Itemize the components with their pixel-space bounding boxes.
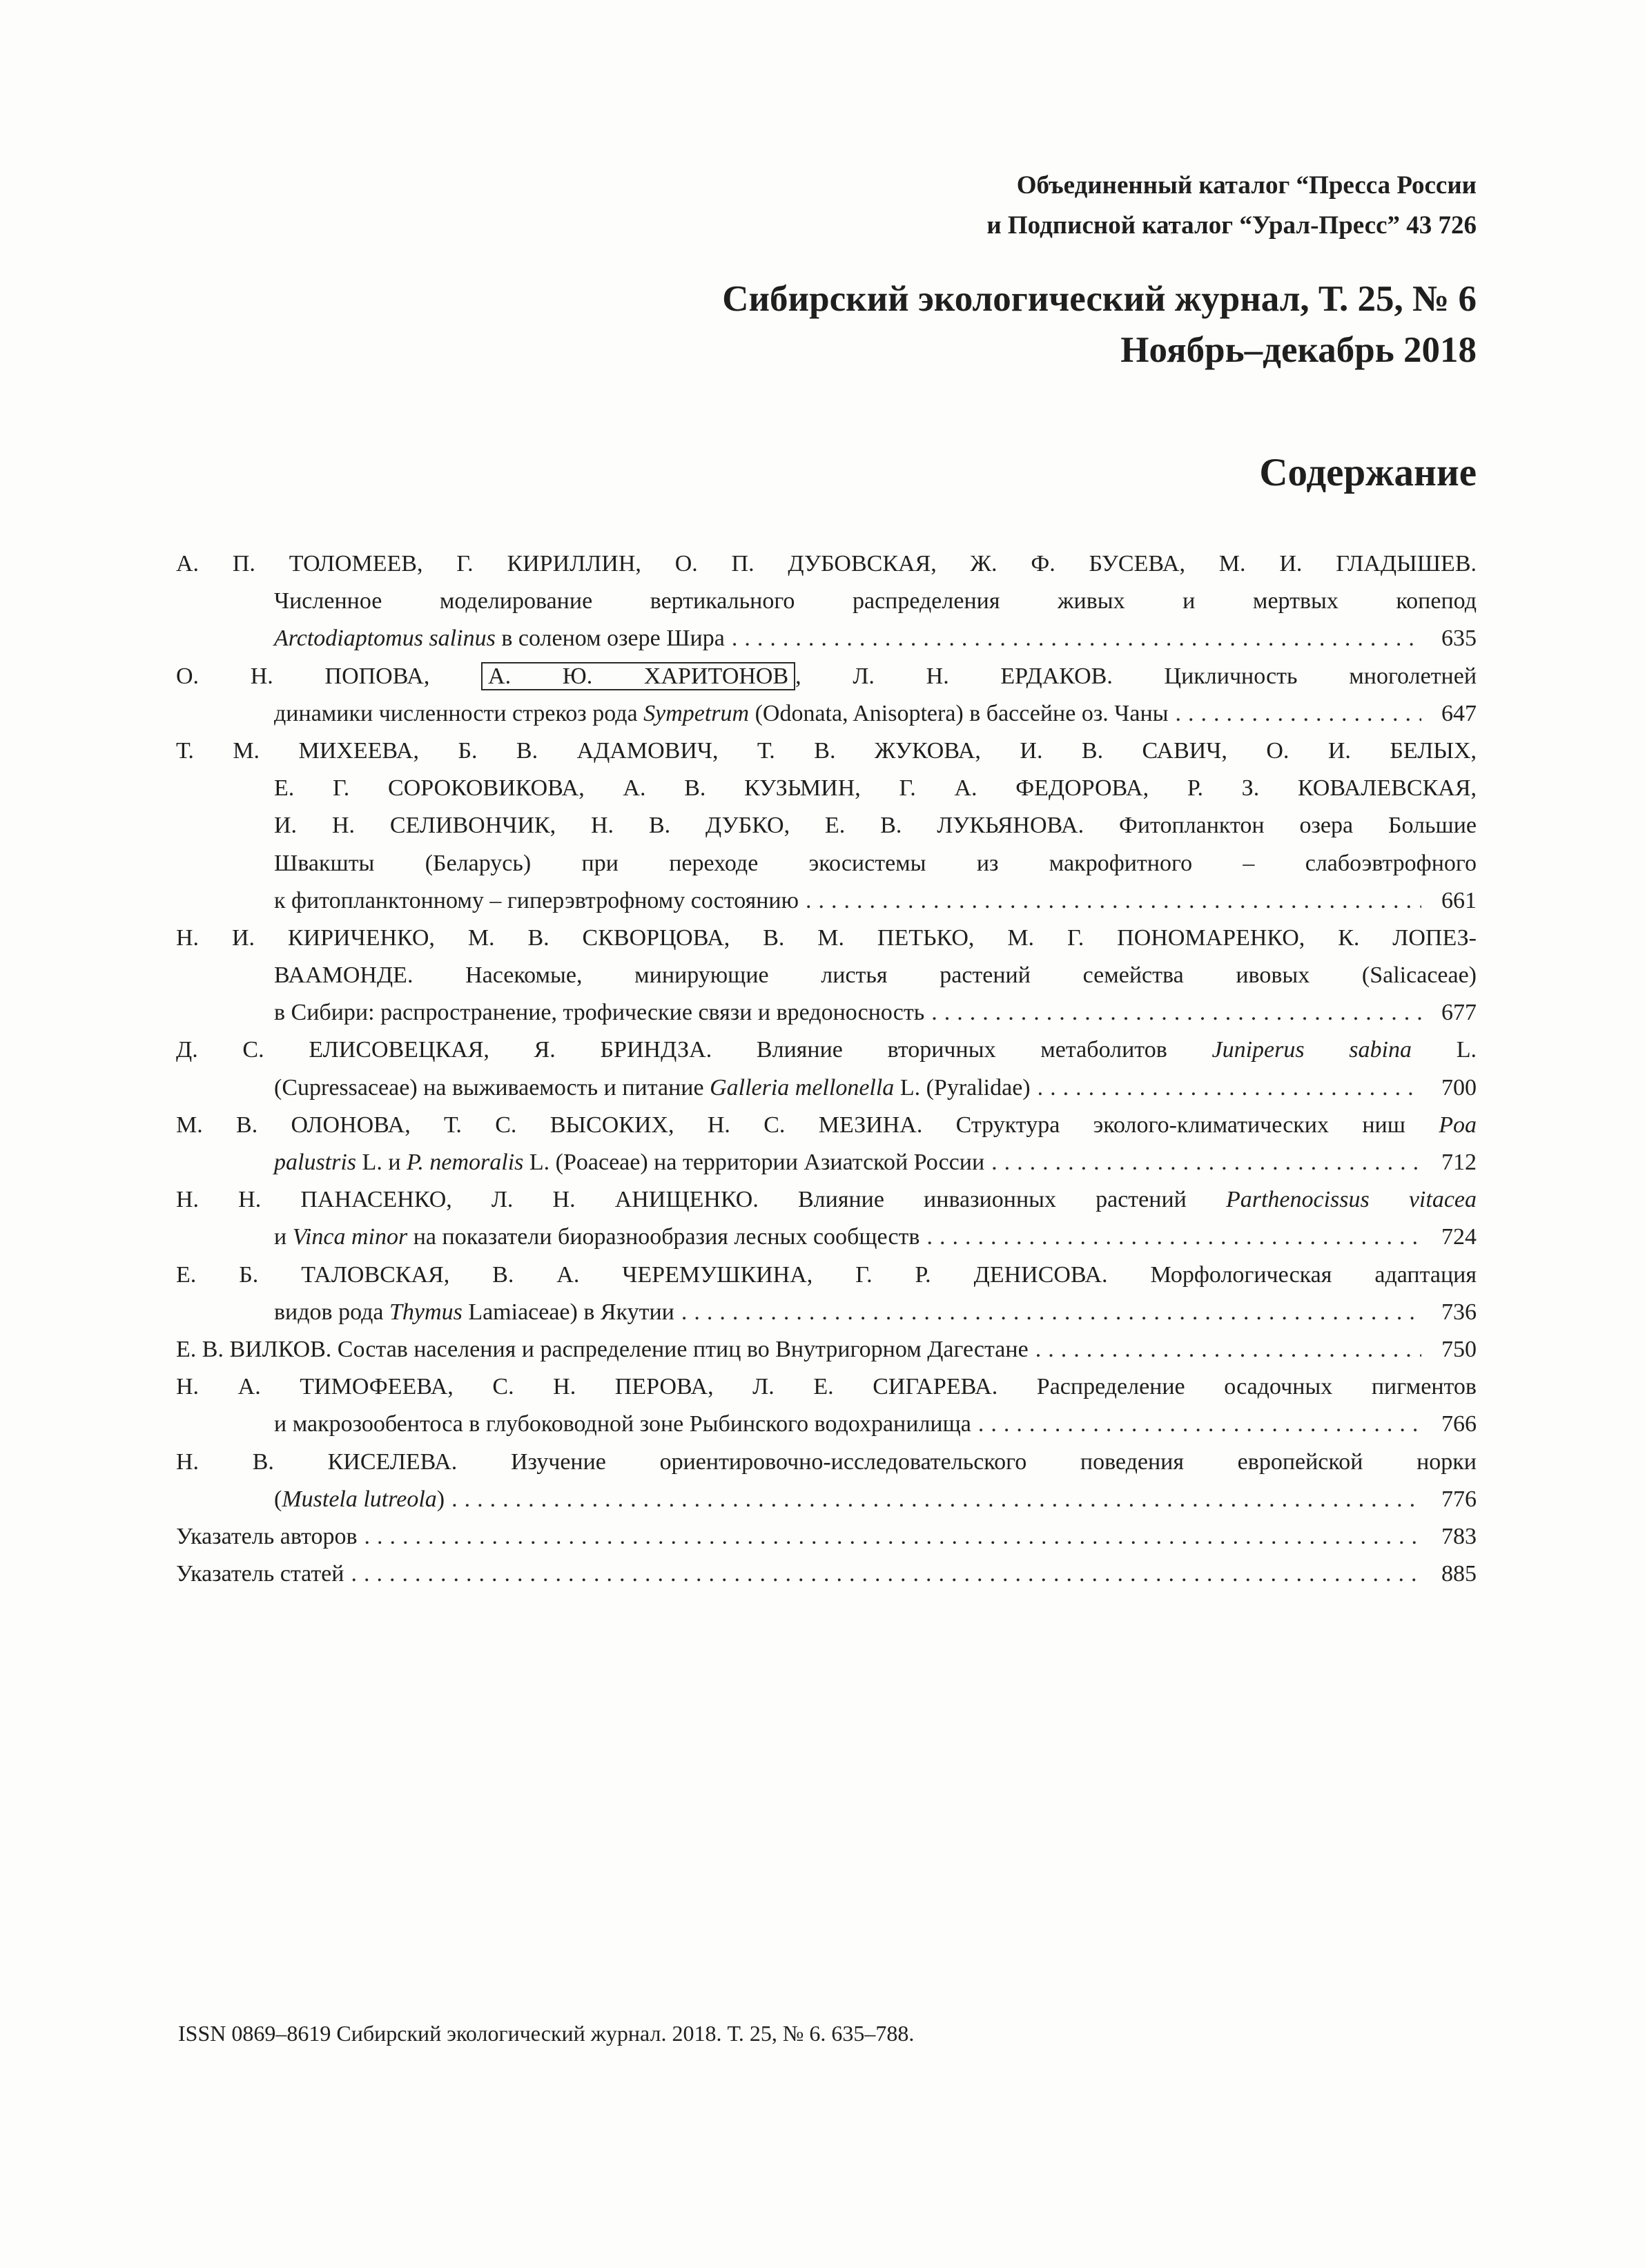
toc-entry-8-last: видов рода Thymus Lamiaceae) в Якутии ..... 736: [176, 1294, 1477, 1331]
toc-entry-6-authors: М. В. ОЛОНОВА, Т. С. ВЫСОКИХ, Н. С. МЕЗИНА. Структура эколого-климатических ниш Poa: [176, 1112, 1477, 1138]
page-number: 635: [1441, 626, 1477, 652]
toc-entry-3-authors-3: И. Н. СЕЛИВОНЧИК, Н. В. ДУБКО, Е. В. ЛУКЬЯНОВА. Фитопланктон озера Большие: [274, 813, 1477, 839]
toc-entry-5-authors: Д. С. ЕЛИСОВЕЦКАЯ, Я. БРИНДЗА. Влияние вторичных метаболитов Juniperus sabina L.: [176, 1037, 1477, 1063]
toc-entry-11-last: (Mustela lutreola) ..... 776: [176, 1481, 1477, 1518]
catalog-line-1: Объединенный каталог “Пресса России: [1016, 171, 1477, 200]
toc-entry-3-title: Швакшты (Беларусь) при переходе экосистемы из макрофитного – слабоэвтрофного: [274, 850, 1477, 876]
toc-entry-3-last: к фитопланктонному – гиперэвтрофному состоянию ..... 661: [176, 882, 1477, 920]
page-number: 750: [1441, 1336, 1477, 1362]
header-block: [722, 166, 1477, 376]
page-number: 712: [1441, 1150, 1477, 1175]
page-number: 724: [1441, 1224, 1477, 1250]
toc-entry-2-last: динамики численности стрекоз рода Sympetrum (Odonata, Anisoptera) в бассейне оз. Чаны ..... 647: [176, 695, 1477, 733]
toc-entry-11-authors: Н. В. КИСЕЛЕВА. Изучение ориентировочно-исследовательского поведения европейской норки: [176, 1448, 1477, 1475]
dot-leader: [351, 1555, 1421, 1593]
dot-leader: [732, 620, 1421, 657]
toc-entry-10-authors: Н. А. ТИМОФЕЕВА, С. Н. ПЕРОВА, Л. Е. СИГАРЕВА. Распределение осадочных пигментов: [176, 1374, 1477, 1400]
page-number: 647: [1441, 700, 1477, 726]
boxed-author: А. Ю. ХАРИТОНОВ: [481, 662, 795, 690]
dot-leader: [681, 1294, 1421, 1331]
toc-entry-4-authors: Н. И. КИРИЧЕНКО, М. В. СКВОРЦОВА, В. М. ПЕТЬКО, М. Г. ПОНОМАРЕНКО, К. ЛОПЕЗ-: [176, 924, 1477, 951]
dot-leader: [1038, 1069, 1421, 1107]
toc-entry-1-last: Arctodiaptomus salinus в соленом озере Шира ..... 635: [176, 620, 1477, 657]
page-number: 700: [1441, 1074, 1477, 1101]
dot-leader: [1176, 695, 1422, 733]
dot-leader: [931, 994, 1421, 1031]
toc-entry-4-last: в Сибири: распространение, трофические связи и вредоносность ..... 677: [176, 994, 1477, 1031]
issue-date: Ноябрь–декабрь 2018: [1120, 330, 1477, 370]
page-number: 783: [1441, 1523, 1477, 1549]
dot-leader: [806, 882, 1421, 920]
toc-entry-2-authors: О. Н. ПОПОВА, А. Ю. ХАРИТОНОВ , Л. Н. ЕРДАКОВ. Цикличность многолетней: [176, 663, 1477, 689]
toc-articles-index: Указатель статей ..... 885: [176, 1555, 1477, 1593]
dot-leader: [364, 1518, 1421, 1555]
dot-leader: [1035, 1331, 1421, 1368]
dot-leader: [926, 1219, 1421, 1256]
contents-heading: Содержание: [1259, 451, 1477, 494]
dot-leader: [991, 1144, 1421, 1181]
journal-title: Сибирский экологический журнал, Т. 25, № 6: [722, 279, 1477, 319]
page-number: 766: [1441, 1411, 1477, 1437]
catalog-line-2: и Подписной каталог “Урал-Пресс” 43 726: [986, 211, 1477, 240]
toc-authors-index: Указатель авторов ..... 783: [176, 1518, 1477, 1555]
toc-entry-10-last: и макрозообентоса в глубоководной зоне Рыбинского водохранилища ..... 766: [176, 1406, 1477, 1443]
page-number: 885: [1441, 1561, 1477, 1587]
table-of-contents: [176, 545, 1477, 1593]
page-number: 776: [1441, 1486, 1477, 1512]
page-number: 661: [1441, 887, 1477, 913]
toc-entry-9: Е. В. ВИЛКОВ. Состав населения и распределение птиц во Внутригорном Дагестане ..... 750: [176, 1331, 1477, 1368]
toc-entry-5-last: (Cupressaceae) на выживаемость и питание Galleria mellonella L. (Pyralidae) ..... 700: [176, 1069, 1477, 1107]
toc-entry-3-authors: Т. М. МИХЕЕВА, Б. В. АДАМОВИЧ, Т. В. ЖУКОВА, И. В. САВИЧ, О. И. БЕЛЫХ,: [176, 737, 1477, 764]
toc-entry-1-authors: А. П. ТОЛОМЕЕВ, Г. КИРИЛЛИН, О. П. ДУБОВСКАЯ, Ж. Ф. БУСЕВА, М. И. ГЛАДЫШЕВ.: [176, 551, 1477, 576]
toc-entry-4-title: ВААМОНДЕ. Насекомые, минирующие листья растений семейства ивовых (Salicaceae): [274, 962, 1477, 989]
toc-entry-7-authors: Н. Н. ПАНАСЕНКО, Л. Н. АНИЩЕНКО. Влияние инвазионных растений Parthenocissus vitacea: [176, 1187, 1477, 1213]
page-number: 736: [1441, 1299, 1477, 1325]
toc-entry-6-last: palustris L. и P. nemoralis L. (Poaceae) на территории Азиатской России ..... 712: [176, 1144, 1477, 1181]
dot-leader: [451, 1481, 1421, 1518]
page-number: 677: [1441, 1000, 1477, 1026]
toc-entry-3-authors-2: Е. Г. СОРОКОВИКОВА, А. В. КУЗЬМИН, Г. А. ФЕДОРОВА, Р. З. КОВАЛЕВСКАЯ,: [274, 775, 1477, 802]
toc-entry-7-last: и Vinca minor на показатели биоразнообразия лесных сообществ ..... 724: [176, 1219, 1477, 1256]
toc-entry-8-authors: Е. Б. ТАЛОВСКАЯ, В. А. ЧЕРЕМУШКИНА, Г. Р. ДЕНИСОВА. Морфологическая адаптация: [176, 1261, 1477, 1288]
toc-entry-1-title: Численное моделирование вертикального распределения живых и мертвых копепод: [274, 588, 1477, 614]
dot-leader: [978, 1406, 1421, 1443]
issn-footer: ISSN 0869–8619 Сибирский экологический журнал. 2018. Т. 25, № 6. 635–788.: [178, 2021, 915, 2046]
